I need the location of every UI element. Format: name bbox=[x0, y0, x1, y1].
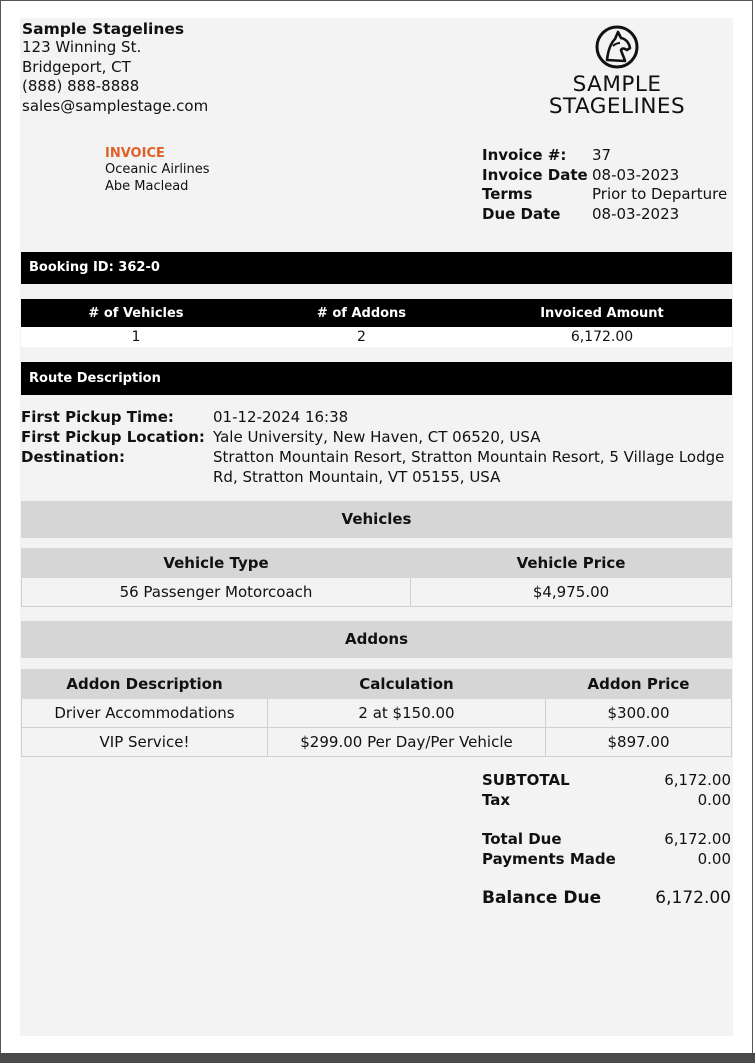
vehicles-section-title: Vehicles bbox=[21, 501, 732, 538]
summary-invoiced-amount: 6,172.00 bbox=[472, 327, 732, 347]
terms-value: Prior to Departure bbox=[592, 185, 728, 203]
vehicle-price-header: Vehicle Price bbox=[411, 549, 732, 578]
company-address-line2: Bridgeport, CT bbox=[22, 57, 131, 76]
destination: Stratton Mountain Resort, Stratton Mountain Resort, 5 Village Lodge Rd, Stratton Mountain, VT 05155, USA bbox=[213, 448, 725, 486]
route-description-bar: Route Description bbox=[21, 362, 732, 395]
subtotal-value: 6,172.00 bbox=[664, 771, 731, 789]
invoice-number-row bbox=[482, 146, 727, 166]
destination-label: Destination: bbox=[21, 448, 125, 466]
payments-made-label: Payments Made bbox=[482, 850, 616, 868]
summary-table bbox=[21, 299, 732, 347]
tax-value: 0.00 bbox=[697, 791, 731, 809]
invoice-number: 37 bbox=[592, 146, 612, 164]
summary-header-amount: Invoiced Amount bbox=[472, 299, 732, 327]
payments-made-value: 0.00 bbox=[697, 850, 731, 868]
summary-header-addons: # of Addons bbox=[251, 299, 472, 327]
invoice-date: 08-03-2023 bbox=[592, 165, 680, 184]
balance-due-label: Balance Due bbox=[482, 888, 602, 908]
addon-calculation: $299.00 Per Day/Per Vehicle bbox=[268, 728, 546, 757]
summary-addon-count: 2 bbox=[251, 327, 472, 347]
total-due-value: 6,172.00 bbox=[664, 830, 731, 848]
vehicle-price: $4,975.00 bbox=[411, 578, 732, 607]
addon-calculation: 2 at $150.00 bbox=[268, 699, 546, 728]
horse-head-icon bbox=[591, 24, 643, 70]
booking-id-bar: Booking ID: 362-0 bbox=[21, 252, 732, 284]
bill-to bbox=[105, 146, 210, 195]
bill-to-contact: Abe Maclead bbox=[105, 179, 189, 194]
addons-section-title: Addons bbox=[21, 621, 732, 658]
pickup-location: Yale University, New Haven, CT 06520, USA bbox=[213, 428, 541, 446]
vehicles-table bbox=[21, 548, 732, 607]
terms-label: Terms bbox=[482, 185, 533, 203]
summary-header-vehicles: # of Vehicles bbox=[21, 299, 251, 327]
terms-row bbox=[482, 185, 727, 205]
table-row bbox=[21, 327, 732, 347]
summary-vehicle-count: 1 bbox=[21, 327, 251, 347]
addon-price: $300.00 bbox=[546, 699, 732, 728]
addon-description-header: Addon Description bbox=[22, 670, 268, 699]
table-row bbox=[22, 699, 732, 728]
page-bottom-edge bbox=[0, 1053, 755, 1063]
bill-to-company: Oceanic Airlines bbox=[105, 162, 210, 177]
pickup-time-label: First Pickup Time: bbox=[21, 408, 174, 426]
vehicle-type: 56 Passenger Motorcoach bbox=[22, 578, 411, 607]
table-row bbox=[22, 578, 732, 607]
balance-due-value: 6,172.00 bbox=[655, 888, 731, 908]
invoice-date-row bbox=[482, 166, 727, 186]
addon-description: Driver Accommodations bbox=[22, 699, 268, 728]
pickup-time: 01-12-2024 16:38 bbox=[213, 408, 349, 426]
due-date-row bbox=[482, 205, 727, 225]
company-email: sales@samplestage.com bbox=[22, 96, 209, 115]
company-address-line1: 123 Winning St. bbox=[22, 38, 142, 56]
subtotal-label: SUBTOTAL bbox=[482, 771, 570, 789]
due-date: 08-03-2023 bbox=[592, 204, 680, 223]
addon-price: $897.00 bbox=[546, 728, 732, 757]
company-info bbox=[22, 20, 208, 116]
vehicle-type-header: Vehicle Type bbox=[22, 549, 411, 578]
logo-text-line1: SAMPLE bbox=[572, 72, 662, 97]
invoice-date-label: Invoice Date bbox=[482, 165, 588, 184]
pickup-location-label: First Pickup Location: bbox=[21, 428, 205, 446]
addon-calculation-header: Calculation bbox=[268, 670, 546, 699]
company-logo bbox=[532, 24, 702, 118]
total-due-label: Total Due bbox=[482, 830, 562, 848]
invoice-label: INVOICE bbox=[105, 146, 165, 161]
addons-table bbox=[21, 669, 732, 757]
tax-label: Tax bbox=[482, 791, 511, 809]
table-row bbox=[22, 728, 732, 757]
company-name: Sample Stagelines bbox=[22, 20, 185, 38]
due-date-label: Due Date bbox=[482, 204, 561, 223]
invoice-number-label: Invoice #: bbox=[482, 146, 567, 164]
company-phone: (888) 888-8888 bbox=[22, 77, 140, 95]
logo-text-line2: STAGELINES bbox=[548, 94, 686, 119]
addon-price-header: Addon Price bbox=[546, 670, 732, 699]
addon-description: VIP Service! bbox=[22, 728, 268, 757]
invoice-document bbox=[20, 18, 733, 1036]
invoice-meta bbox=[482, 146, 727, 224]
